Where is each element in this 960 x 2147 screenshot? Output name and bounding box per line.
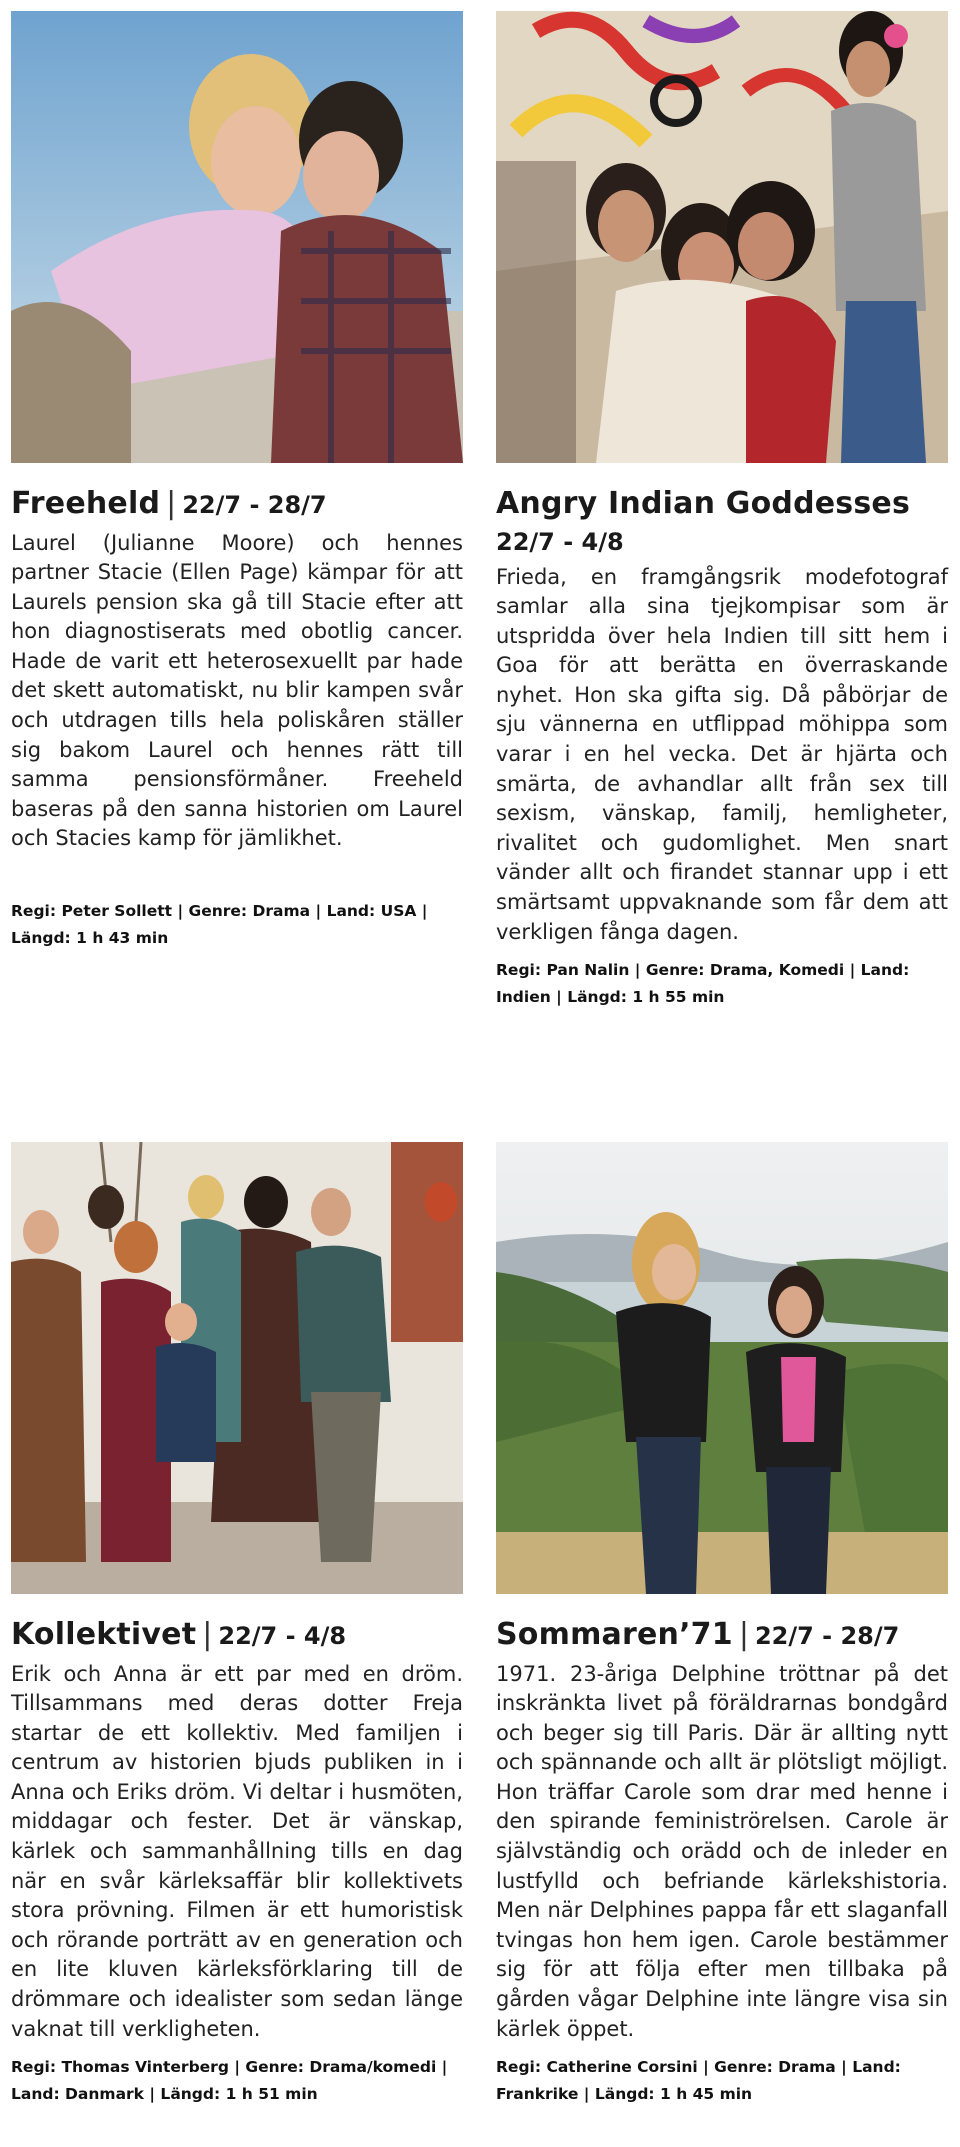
film-credits: Regi: Peter Sollett | Genre: Drama | Land: USA | Längd: 1 h 43 min [11, 902, 428, 948]
film-description: Frieda, en framgångsrik modefotograf samlar alla sina tjejkompisar som är utspridda över hela Indien till sitt hem i Goa för att berätta en överraskande nyhet. Hon ska gifta sig. Då påbörjar de sju vännerna en utflippad möhippa som varar i en hel vecka. Det är hjärta och smärta, de avhandlar allt från sex till sexism, vänskap, familj, hemligheter, rivalitet och gudomlighet. Men snart vänder allt och firandet stannar upp i ett smärtsamt uppvaknande som får dem att verkligen fånga dagen. [496, 564, 948, 944]
title-separator: | [738, 1617, 749, 1652]
film-description: Laurel (Julianne Moore) och hennes partner Stacie (Ellen Page) kämpar för att Laurels pension ska gå till Stacie efter att hon diagnostiserats med obotlig cancer. Hade de varit ett heterosexuellt par hade det skett automatiskt, nu blir kampen svår och utdragen tills hela poliskåren ställer sig bakom Laurel och hennes rätt till samma pensionsförmåner. Freeheld baseras på den sanna historien om Laurel och Stacies kamp för jämlikhet. [11, 530, 463, 851]
film-card-sommaren-71 [496, 1142, 948, 2108]
film-still-sommaren-71 [496, 1142, 948, 1594]
title-separator: | [202, 1617, 213, 1652]
film-description: 1971. 23-åriga Delphine tröttnar på det inskränkta livet på föräldrarnas bondgård och beger sig till Paris. Där är allting nytt och spännande och allt är plötsligt möjligt. Hon träffar Carole som drar med henne i den spirande feministrörelsen. Carole är självständig och orädd och de inleder en lustfylld och befriande kärlekshistoria. Men när Delphines pappa får ett slaganfall tvingas hon hem igen. Carole bestämmer sig för att följa efter men tillbaka på gården vågar Delphine inte längre visa sin kärlek öppet. [496, 1661, 948, 2041]
film-dates: 22/7 - 28/7 [182, 491, 327, 519]
film-credits: Regi: Pan Nalin | Genre: Drama, Komedi | Land: Indien | Längd: 1 h 55 min [496, 961, 910, 1007]
film-heading [496, 1616, 948, 1654]
film-card-freeheld [11, 11, 463, 952]
film-credits: Regi: Thomas Vinterberg | Genre: Drama/komedi | Land: Danmark | Längd: 1 h 51 min [11, 2058, 448, 2104]
film-credits: Regi: Catherine Corsini | Genre: Drama | Land: Frankrike | Längd: 1 h 45 min [496, 2058, 901, 2104]
film-title: Freeheld [11, 486, 161, 521]
film-title: Angry Indian Goddesses [496, 486, 911, 521]
film-dates: 22/7 - 4/8 [496, 527, 624, 556]
film-dates: 22/7 - 4/8 [218, 1622, 347, 1650]
film-dates: 22/7 - 28/7 [754, 1622, 900, 1650]
film-still-freeheld [11, 11, 463, 463]
film-title: Sommaren’71 [496, 1617, 733, 1652]
film-description: Erik och Anna är ett par med en dröm. Tillsammans med deras dotter Freja startar de ett kollektiv. Med familjen i centrum av historien bjuds publiken in i Anna och Eriks dröm. Vi deltar i husmöten, middagar och fester. Det är vänskap, kärlek och sammanhållning tills en dag när en svår kärleksaffär blir kollektivets stora prövning. Filmen är ett humoristisk och rörande porträtt av en generation och en lite kluven kärleksförklaring till de drömmare och idealister som sedan länge vaknat till verkligheten. [11, 1661, 463, 2041]
film-heading [11, 1616, 463, 1654]
film-heading [496, 485, 948, 557]
film-title: Kollektivet [11, 1617, 197, 1652]
film-card-kollektivet [11, 1142, 463, 2108]
film-heading [11, 485, 463, 523]
title-separator: | [166, 486, 177, 521]
film-card-angry-indian-goddesses [496, 11, 948, 1011]
film-still-kollektivet [11, 1142, 463, 1594]
film-still-angry-indian-goddesses [496, 11, 948, 463]
